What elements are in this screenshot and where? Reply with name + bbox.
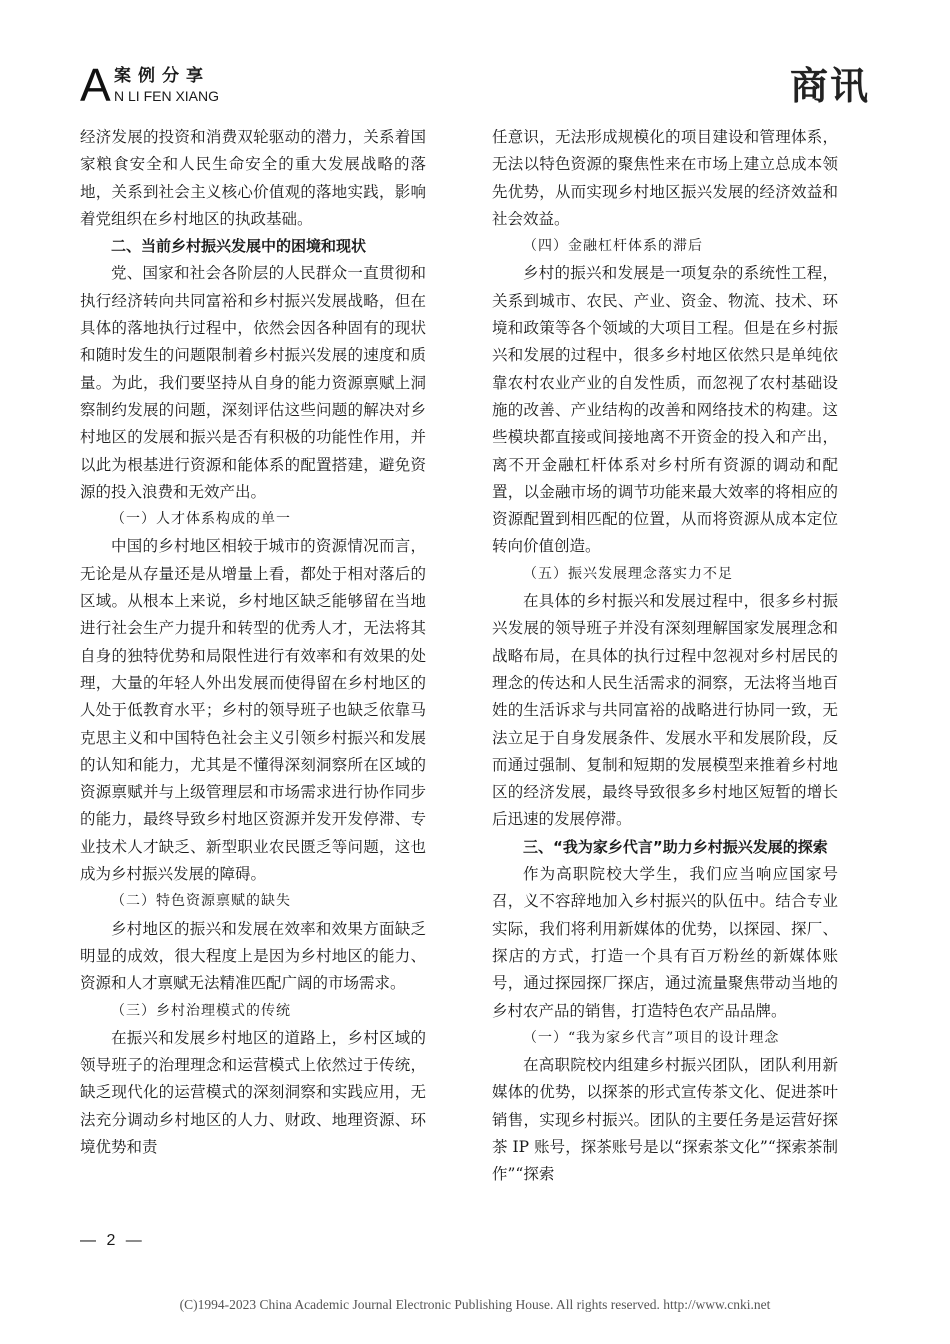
body-paragraph: 在振兴和发展乡村地区的道路上，乡村区域的领导班子的治理理念和运营模式上依然过于传统，缺乏现代化的运营模式的深刻洞察和实践应用，无法充分调动乡村地区的人力、财政、地理资源、环境优势和责 [80,1028,426,1156]
section-logo-letter: A [80,59,111,111]
section-logo-pinyin: N LI FEN XIANG [114,88,220,104]
journal-brand: 商讯 [789,63,870,108]
subsection-heading: （四）金融杠杆体系的滞后 [523,238,703,255]
body-paragraph: 乡村的振兴和发展是一项复杂的系统性工程，关系到城市、农民、产业、资金、物流、技术、环境和政策等各个领域的大项目工程。但是在乡村振兴和发展的过程中，很多乡村地区依然只是单纯依靠农村农业产业的自发性质，而忽视了农村基础设施的改善、产业结构的改善和网络技术的构建。这些模块都直接或间接地离不开资金的投入和产出，离不开金融杠杆体系对乡村所有资源的调动和配置，以金融市场的调节功能来最大效率的将相应的资源配置到相匹配的位置，从而将资源从成本定位转向价值创造。 [492,264,838,556]
page-number: — 2 — [80,1232,145,1249]
body-paragraph: 在具体的乡村振兴和发展过程中，很多乡村振兴发展的领导班子并没有深刻理解国家发展理念和战略布局，在具体的执行过程中忽视对乡村居民的理念的传达和人民生活需求的洞察，无法将当地百姓的生活诉求与共同富裕的战略进行协同一致，无法立足于自身发展条件、发展水平和发展阶段，反而通过强制、复制和短期的发展模型来推着乡村地区的经济发展，最终导致很多乡村地区短暂的增长后迅速的发展停滞。 [492,592,838,829]
copyright-footer: (C)1994-2023 China Academic Journal Electronic Publishing House. All rights reserved. http://www.cnki.net [179,1297,771,1312]
body-paragraph: 党、国家和社会各阶层的人民群众一直贯彻和执行经济转向共同富裕和乡村振兴发展战略，但在具体的落地执行过程中，依然会因各种固有的现状和随时发生的问题限制着乡村振兴发展的速度和质量。为此，我们要坚持从自身的能力资源禀赋上洞察制约发展的问题，深刻评估这些问题的解决对乡村地区的发展和振兴是否有积极的功能性作用，并以此为根基进行资源和能体系的配置搭建，避免资源的投入浪费和无效产出。 [80,264,426,501]
body-paragraph: 乡村地区的振兴和发展在效率和效果方面缺乏明显的成效，很大程度上是因为乡村地区的能力、资源和人才禀赋无法精准匹配广阔的市场需求。 [80,919,426,993]
body-paragraph: 任意识，无法形成规模化的项目建设和管理体系，无法以特色资源的聚焦性来在市场上建立总成本领先优势，从而实现乡村地区振兴发展的经济效益和社会效益。 [492,128,838,228]
subsection-heading: （二）特色资源禀赋的缺失 [111,893,291,910]
section-heading: 二、当前乡村振兴发展中的困境和现状 [111,237,367,256]
body-paragraph: 在高职院校内组建乡村振兴团队，团队利用新媒体的优势，以探茶的形式宣传茶文化、促进茶叶销售，实现乡村振兴。团队的主要任务是运营好探茶 IP 账号，探茶账号是以“探索茶文化”“探索茶制作”“探索 [492,1056,838,1184]
subsection-heading: （三）乡村治理模式的传统 [111,1002,291,1019]
subsection-heading: （一）“我为家乡代言”项目的设计理念 [523,1029,780,1046]
body-paragraph: 经济发展的投资和消费双轮驱动的潜力，关系着国家粮食安全和人民生命安全的重大发展战略的落地，关系到社会主义核心价值观的落地实践，影响着党组织在乡村地区的执政基础。 [80,128,426,228]
body-paragraph: 中国的乡村地区相较于城市的资源情况而言，无论是从存量还是从增量上看，都处于相对落后的区域。从根本上来说，乡村地区缺乏能够留在当地进行社会生产力提升和转型的优秀人才，无法将其自身的独特优势和局限性进行有效率和有效果的处理，大量的年轻人外出发展而使得留在乡村地区的人处于低教育水平；乡村的领导班子也缺乏依靠马克思主义和中国特色社会主义引领乡村振兴和发展的认知和能力，尤其是不懂得深刻洞察所在区域的资源禀赋并与上级管理层和市场需求进行协作同步的能力，最终导致乡村地区资源并发开发停滞、专业技术人才缺乏、新型职业农民匮乏等问题，这也成为乡村振兴发展的障碍。 [80,537,426,884]
section-logo-title: 案例分享 [114,66,210,86]
left-column [80,124,426,1161]
body-paragraph: 作为高职院校大学生，我们应当响应国家号召，义不容辞地加入乡村振兴的队伍中。结合专业实际，我们将利用新媒体的优势，以探园、探厂、探店的方式，打造一个具有百万粉丝的新媒体账号，通过探园探厂探店，通过流量聚焦带动当地的乡村农产品的销售，打造特色农产品品牌。 [492,865,838,1020]
subsection-heading: （五）振兴发展理念落实力不足 [523,565,733,582]
section-heading: 三、“我为家乡代言”助力乡村振兴发展的探索 [523,837,828,856]
page-header [80,59,870,112]
right-column [492,124,838,1189]
subsection-heading: （一）人才体系构成的单一 [111,511,291,528]
